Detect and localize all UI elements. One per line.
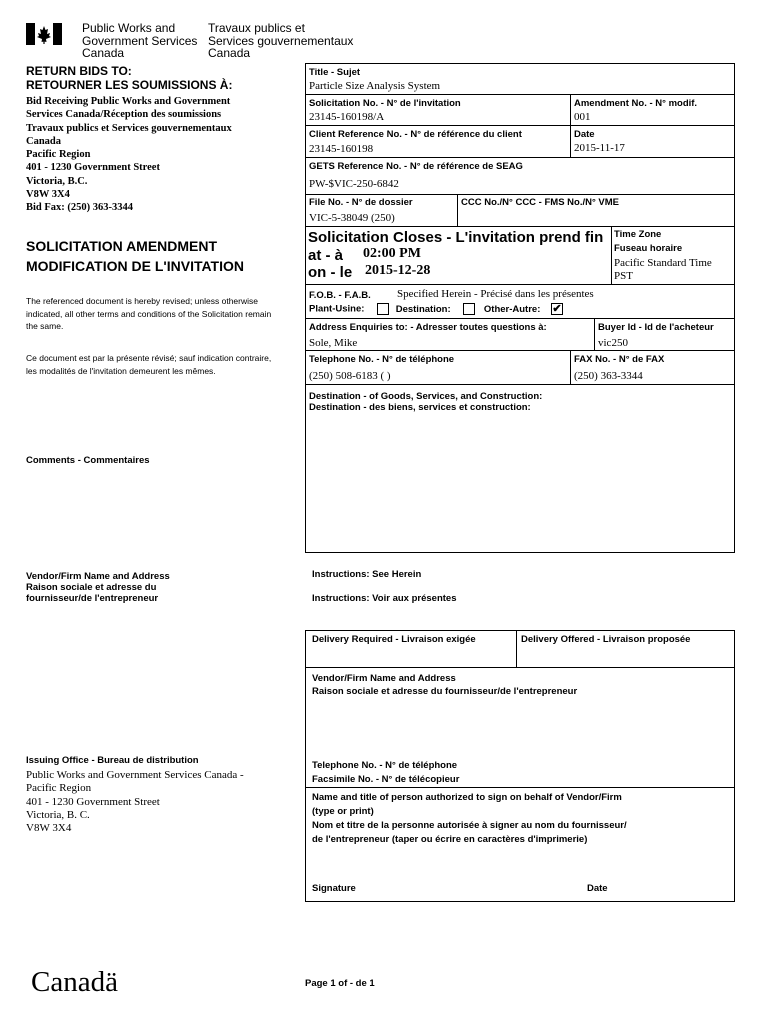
fax-label: FAX No. - N° de FAX (574, 354, 665, 365)
dept-name-fr-line2: Services gouvernementaux (208, 33, 354, 48)
address-enquiries-value: Sole, Mike (309, 337, 358, 349)
closes-on-value: 2015-12-28 (365, 263, 431, 278)
plant-usine-label: Plant-Usine: (309, 303, 365, 315)
time-zone-label-en: Time Zone (614, 229, 662, 240)
destination-checkbox[interactable] (463, 303, 475, 315)
vendor-facsimile-label: Facsimile No. - N° de télécopieur (312, 774, 460, 785)
canada-wordmark: Canadä (31, 966, 118, 998)
vendor-name-label-line3: fournisseur/de l'entrepreneur (26, 593, 159, 604)
title-label: Title - Sujet (309, 67, 361, 78)
closes-on-label: on - le (308, 264, 353, 281)
buyer-id-label: Buyer Id - Id de l'acheteur (598, 322, 714, 333)
telephone-value: (250) 508-6183 ( ) (309, 370, 391, 382)
dept-name-en-line2: Government Services (82, 33, 198, 48)
comments-label: Comments - Commentaires (26, 455, 150, 466)
authorized-person-label-line4: de l'entrepreneur (taper ou écrire en caractères d'imprimerie) (312, 834, 588, 845)
issuing-office-line: 401 - 1230 Government Street (26, 795, 160, 808)
ccc-no-label: CCC No./N° CCC - FMS No./N° VME (461, 197, 620, 208)
vendor-telephone-label: Telephone No. - N° de téléphone (312, 760, 458, 771)
amendment-no-label: Amendment No. - N° modif. (574, 98, 698, 109)
title-value: Particle Size Analysis System (309, 80, 441, 92)
vendor-firm-name-label-fr: Raison sociale et adresse du fournisseur/de l'entrepreneur (312, 686, 578, 697)
return-bids-title-en: RETURN BIDS TO: (26, 64, 132, 78)
telephone-label: Telephone No. - N° de téléphone (309, 354, 455, 365)
fob-label: F.O.B. - F.A.B. (309, 290, 371, 301)
amendment-note-fr: Ce document est par la présente révisé; sauf indication contraire, les modalités de l'invitation demeurent les mêmes. (26, 353, 272, 376)
bid-fax: Bid Fax: (250) 363-3344 (26, 202, 134, 214)
fax-value: (250) 363-3344 (574, 370, 643, 382)
address-enquiries-label: Address Enquiries to: - Adresser toutes questions à: (309, 322, 547, 333)
authorized-person-label-line3: Nom et titre de la personne autorisée à signer au nom du fournisseur/ (312, 820, 627, 831)
canada-flag-logo (26, 23, 62, 45)
client-reference-value: 23145-160198 (309, 143, 374, 155)
check-mark-icon: ✔ (552, 303, 562, 315)
signature-label: Signature (312, 883, 356, 894)
dept-name-fr-line3: Canada (208, 46, 251, 60)
time-zone-label-fr: Fuseau horaire (614, 243, 683, 254)
time-zone-value: Pacific Standard Time (614, 257, 712, 269)
closes-at-value: 02:00 PM (363, 246, 421, 261)
dept-name-fr-line1: Travaux publics et (208, 21, 305, 35)
signature-date-label: Date (587, 883, 608, 894)
solicitation-no-label: Solicitation No. - N° de l'invitation (309, 98, 461, 109)
dept-name-en-line1: Public Works and (82, 21, 176, 35)
date-value: 2015-11-17 (574, 142, 625, 154)
destination-goods-label-en: Destination - of Goods, Services, and Construction: (309, 391, 543, 402)
plant-usine-checkbox[interactable] (377, 303, 389, 315)
return-address-line: Pacific Region (26, 149, 91, 161)
destination-goods-label-fr: Destination - des biens, services et construction: (309, 402, 531, 413)
destination-label: Destination: (395, 303, 451, 315)
vendor-name-label-line2: Raison sociale et adresse du (26, 582, 157, 593)
file-no-value: VIC-5-38049 (250) (309, 212, 395, 224)
delivery-required-label: Delivery Required - Livraison exigée (312, 634, 476, 645)
amendment-no-value: 001 (574, 111, 591, 123)
vendor-name-label-line1: Vendor/Firm Name and Address (26, 571, 170, 582)
page-number: Page 1 of - de 1 (305, 978, 375, 989)
return-address-line: Canada (26, 135, 62, 147)
client-reference-label: Client Reference No. - N° de référence du client (309, 129, 522, 140)
amendment-note-en: The referenced document is hereby revised; unless otherwise indicated, all other terms and conditions of the Solicitation remain the same. (26, 296, 272, 331)
issuing-office-line: V8W 3X4 (26, 822, 72, 835)
return-bids-title-fr: RETOURNER LES SOUMISSIONS À: (26, 78, 233, 92)
return-address-line: 401 - 1230 Government Street (26, 162, 160, 174)
gets-reference-value: PW-$VIC-250-6842 (309, 178, 399, 190)
return-address-line: Travaux publics et Services gouvernementaux (26, 122, 232, 134)
issuing-office-line: Victoria, B. C. (26, 808, 90, 821)
authorized-person-label-line2: (type or print) (312, 806, 374, 817)
authorized-person-label-line1: Name and title of person authorized to sign on behalf of Vendor/Firm (312, 792, 622, 803)
file-no-label: File No. - N° de dossier (309, 197, 413, 208)
instructions-fr: Instructions: Voir aux présentes (312, 593, 457, 604)
time-zone-abbrev: PST (614, 270, 633, 282)
gets-reference-label: GETS Reference No. - N° de référence de SEAG (309, 161, 523, 172)
date-label: Date (574, 129, 595, 140)
return-address-line: V8W 3X4 (26, 189, 70, 201)
dept-name-en-line3: Canada (82, 46, 125, 60)
return-address-line: Victoria, B.C. (26, 175, 88, 187)
other-autre-label: Other-Autre: (483, 303, 541, 315)
delivery-offered-label: Delivery Offered - Livraison proposée (521, 634, 691, 645)
vendor-firm-name-label-en: Vendor/Firm Name and Address (312, 673, 456, 684)
amendment-title-fr: MODIFICATION DE L'INVITATION (26, 258, 244, 274)
fob-value: Specified Herein - Précisé dans les présentes (397, 288, 594, 300)
closes-at-label: at - à (308, 247, 344, 264)
issuing-office-label: Issuing Office - Bureau de distribution (26, 755, 199, 766)
solicitation-closes-label: Solicitation Closes - L'invitation prend fin (308, 229, 604, 246)
instructions-en: Instructions: See Herein (312, 569, 422, 580)
buyer-id-value: vic250 (598, 337, 628, 349)
other-autre-checkbox[interactable] (551, 303, 563, 315)
amendment-title-en: SOLICITATION AMENDMENT (26, 238, 218, 254)
return-address-line: Services Canada/Réception des soumissions (26, 109, 222, 121)
issuing-office-line: Pacific Region (26, 782, 92, 795)
solicitation-no-value: 23145-160198/A (309, 111, 385, 123)
return-address-line: Bid Receiving Public Works and Government (26, 96, 231, 107)
issuing-office-line: Public Works and Government Services Canada - (26, 769, 244, 781)
